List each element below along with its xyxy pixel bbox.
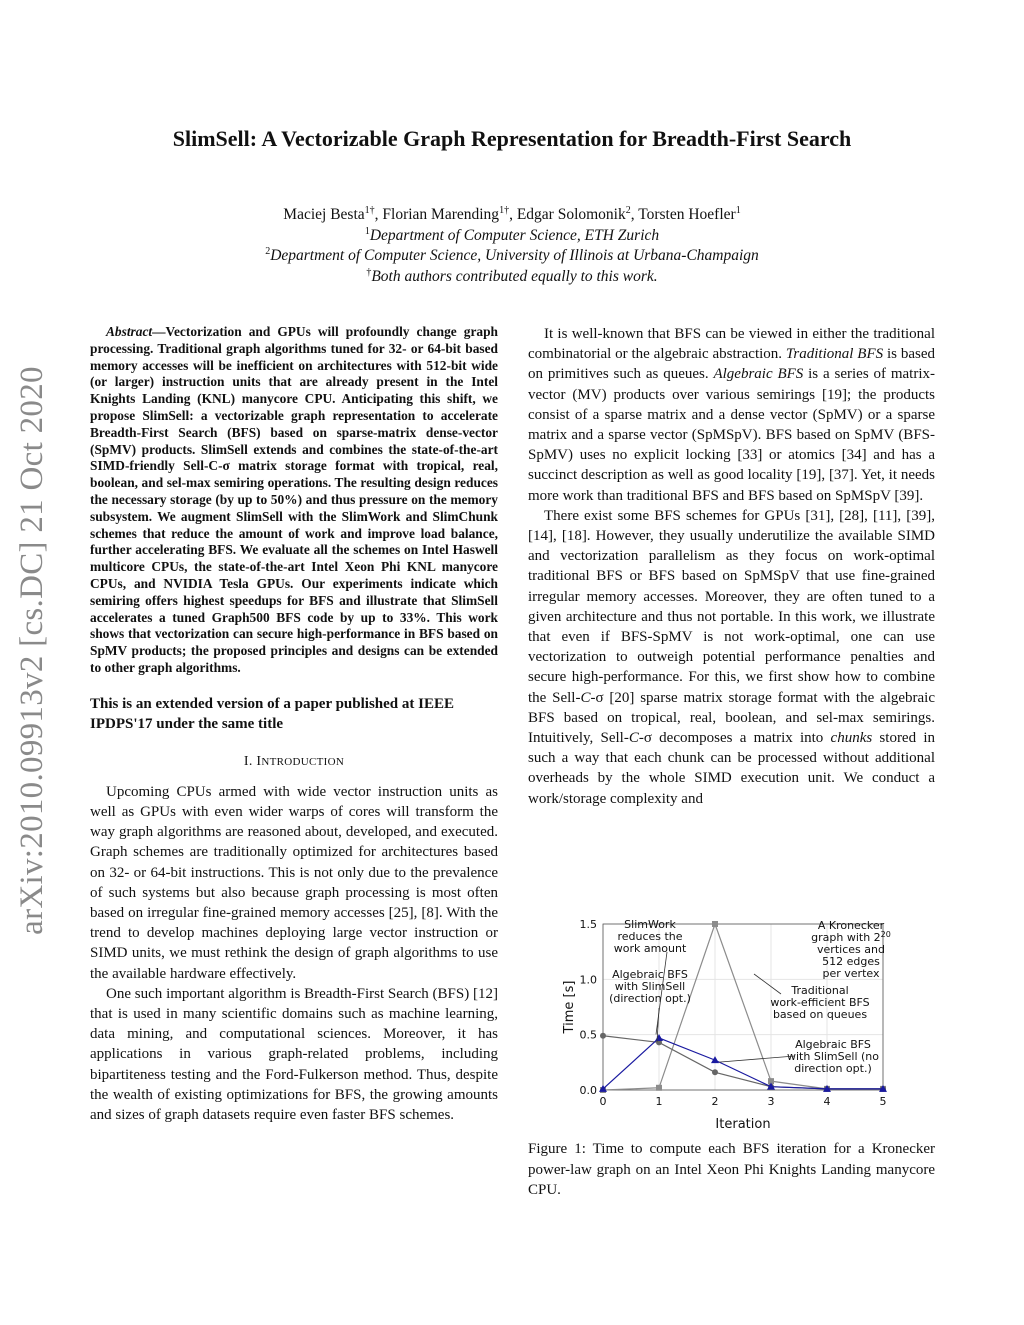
- abstract-label: Abstract: [106, 324, 153, 339]
- section-number: I. I: [243, 753, 262, 769]
- x-tick-label: 3: [767, 1095, 775, 1108]
- affiliation-1: [0, 226, 1024, 247]
- annotation-direction-opt: Algebraic BFS with SlimSell (direction opt.): [609, 968, 691, 1005]
- annotation-kronecker: A Kronecker graph with $2^{20}$ vertices and 512 edges per vertex: [811, 919, 891, 980]
- y-tick-label: 1.0: [579, 973, 597, 987]
- figure-1-caption: Figure 1: Time to compute each BFS iteration for a Kronecker power-law graph on an Intel Xeon Phi Knights Landing manycore CPU.: [528, 1141, 935, 1198]
- p4-text-a: There exist some BFS schemes for GPUs [31], [28], [11], [39], [14], [18]. However, they usually underutilize the available SIMD and vectorization parallelism as they focus on work-optimal traditional BFS or BFS based on SpMSpV that use fine-grained irregular memory accesses. Moreover, they are often tuned to a given architecture and thus not portable. In this work, we illustrate that even if BFS-SpMV is not work-optimal, one can use vectorization to outweigh potential performance penalties and secure high-performance. For this, we first show how to combine the Sell-: [528, 507, 935, 706]
- chart-annotations: [609, 918, 891, 1075]
- equal-contribution-sup: †: [366, 266, 372, 278]
- author-2: , Florian Marending: [374, 206, 500, 223]
- right-column: [528, 324, 935, 809]
- section-title: NTRODUCTION: [261, 755, 345, 768]
- p3-text-b: is based on primitives such as queues.: [528, 346, 935, 383]
- arxiv-stamp-text: arXiv:2010.09913v2 [cs.DC] 21 Oct 2020: [13, 365, 50, 935]
- x-tick-label: 5: [879, 1095, 887, 1108]
- figure-1: [555, 910, 915, 1135]
- annotation-no-direction-opt: Algebraic BFS with SlimSell (no direction opt.): [787, 1038, 879, 1075]
- leader-no-direction-opt: [719, 1056, 795, 1062]
- p3-traditional-bfs: Traditional BFS: [785, 346, 884, 363]
- y-tick-label: 1.5: [579, 918, 597, 931]
- x-tick-label: 4: [823, 1095, 831, 1108]
- equal-contribution-note: [0, 267, 1024, 288]
- author-2-sup: 1†: [499, 204, 510, 216]
- author-names: [0, 205, 1024, 226]
- y-tick-label: 0.5: [579, 1028, 597, 1042]
- author-3: , Edgar Solomonik: [509, 206, 626, 223]
- p4-text-b: -σ [20] sparse matrix storage format with the algebraic BFS based on tropical, real, boolean, and sel-max semirings. Intuitively, Sell-: [528, 689, 936, 747]
- data-point-square: [656, 1085, 662, 1091]
- abstract: [90, 324, 498, 677]
- p3-algebraic-bfs: Algebraic BFS: [713, 366, 804, 383]
- intro-paragraph-2: One such important algorithm is Breadth-First Search (BFS) [12] that is used in many scientific domains such as machine learning, data mining, and computational sciences. Moreover, it has applications in various graph-related problems, including bipartiteness testing and the Ford-Fulkerson method. Thus, despite the wealth of existing optimizations for BFS, the growing amounts and sizes of graph datasets require even faster BFS schemes.: [90, 985, 498, 1123]
- p4-chunks: chunks: [830, 730, 873, 747]
- bfs-iteration-chart: [555, 910, 915, 1135]
- x-tick-label: 2: [711, 1095, 719, 1108]
- arxiv-stamp: [8, 350, 56, 950]
- author-block: [0, 205, 1024, 287]
- annotation-traditional: Traditional work-efficient BFS based on queues: [770, 984, 870, 1021]
- p4-c-1: C: [580, 689, 591, 706]
- p4-c-2: C: [628, 730, 639, 747]
- x-axis-label: Iteration: [715, 1117, 771, 1132]
- left-column: [90, 324, 498, 1125]
- intro-paragraph-3: [528, 324, 935, 506]
- affiliation-1-text: Department of Computer Science, ETH Zurich: [369, 226, 660, 244]
- y-tick-label: 0.0: [579, 1084, 597, 1097]
- y-axis-label: Time [s]: [562, 980, 577, 1034]
- author-3-sup: 2: [625, 204, 631, 216]
- affiliation-1-sup: 1: [364, 225, 370, 237]
- affiliation-2-text: Department of Computer Science, University of Illinois at Urbana-Champaign: [270, 247, 759, 264]
- p4-text-c: -σ decomposes a matrix into: [638, 730, 831, 747]
- leader-traditional: [754, 974, 781, 994]
- intro-paragraph-4: [528, 506, 935, 809]
- data-point-circle: [600, 1033, 606, 1039]
- data-point-square: [712, 921, 718, 927]
- author-1: Maciej Besta: [283, 206, 365, 223]
- author-4: , Torsten Hoefler: [630, 206, 736, 223]
- p3-text-a: It is well-known that BFS can be viewed in either the traditional combinatorial or the algebraic abstraction.: [528, 326, 935, 363]
- affiliation-2-sup: 2: [265, 245, 271, 257]
- abstract-text: —Vectorization and GPUs will profoundly change graph processing. Traditional graph algorithms tuned for 32- or 64-bit based memory accesses will be inefficient on architectures with 512-bit wide (or larger) instruction units that are already present in the Intel Knights Landing (KNL) manycore CPU. Anticipating this shift, we propose SlimSell: a vectorizable graph representation to accelerate Breadth-First Search (BFS) based on sparse-matrix dense-vector (SpMV) products. SlimSell extends and combines the state-of-the-art SIMD-friendly Sell-C-σ matrix storage format with tropical, real, boolean, and sel-max semiring operations. The resulting design reduces the necessary storage (by up to 50%) and thus pressure on the memory subsystem. We augment SlimSell with the SlimWork and SlimChunk schemes that reduce the amount of work and improve load balance, further accelerating BFS. We evaluate all the schemes on Intel Haswell multicore CPUs, the state-of-the-art Intel Xeon Phi KNL manycore CPUs, and NVIDIA Tesla GPUs. Our experiments indicate which semiring offers highest speedups for BFS and illustrate that SlimSell accelerates a tuned Graph500 BFS code by up to 33%. This work shows that vectorization can secure high-performance in BFS based on SpMV products; the proposed principles and designs can be extended to other graph algorithms.: [90, 324, 498, 675]
- x-tick-label: 0: [599, 1095, 607, 1108]
- extended-version-note: This is an extended version of a paper published at IEEE IPDPS'17 under the same title: [90, 695, 454, 732]
- p4-text-d: stored in such a way that each chunk can be processed without additional overheads by the whole SIMD execution unit. We conduct a work/storage complexity and: [528, 730, 935, 807]
- x-tick-label: 1: [655, 1095, 663, 1108]
- author-1-sup: 1†: [364, 204, 375, 216]
- section-heading-introduction: [90, 754, 498, 770]
- author-4-sup: 1: [735, 204, 741, 216]
- p3-text-c: is a series of matrix-vector (MV) products over various semirings [19]; the products consist of a sparse matrix and a dense vector (SpMV) or a sparse matrix and a sparse vector (SpMSpV). BFS based on SpMV (BFS-SpMV) uses no explicit locking [33] or atomics [34] and has a succinct description as well as good locality [19], [37]. Yet, it needs more work than traditional BFS and BFS based on SpMSpV [39].: [528, 366, 935, 504]
- intro-paragraph-1: Upcoming CPUs armed with wide vector instruction units as well as GPUs with even wider warps of cores will transform the way graph algorithms are reasoned about, developed, and executed. Graph schemes are traditionally optimized for architectures based on 32- or 64-bit instructions. This is not only due to the prevalence of such systems but also because graph processing is most often based on irregular fine-grained memory accesses [25], [8]. With the trend to develop machines deploying large vector instruction or SIMD units, we must rethink the design of graph algorithms to use the available hardware effectively.: [90, 783, 498, 982]
- data-point-circle: [712, 1069, 718, 1075]
- paper-title: SlimSell: A Vectorizable Graph Representation for Breadth-First Search: [172, 126, 852, 151]
- annotation-slimwork: SlimWork reduces the work amount: [613, 918, 687, 955]
- equal-contribution-text: Both authors contributed equally to this work.: [371, 267, 658, 285]
- affiliation-2: [0, 246, 1024, 267]
